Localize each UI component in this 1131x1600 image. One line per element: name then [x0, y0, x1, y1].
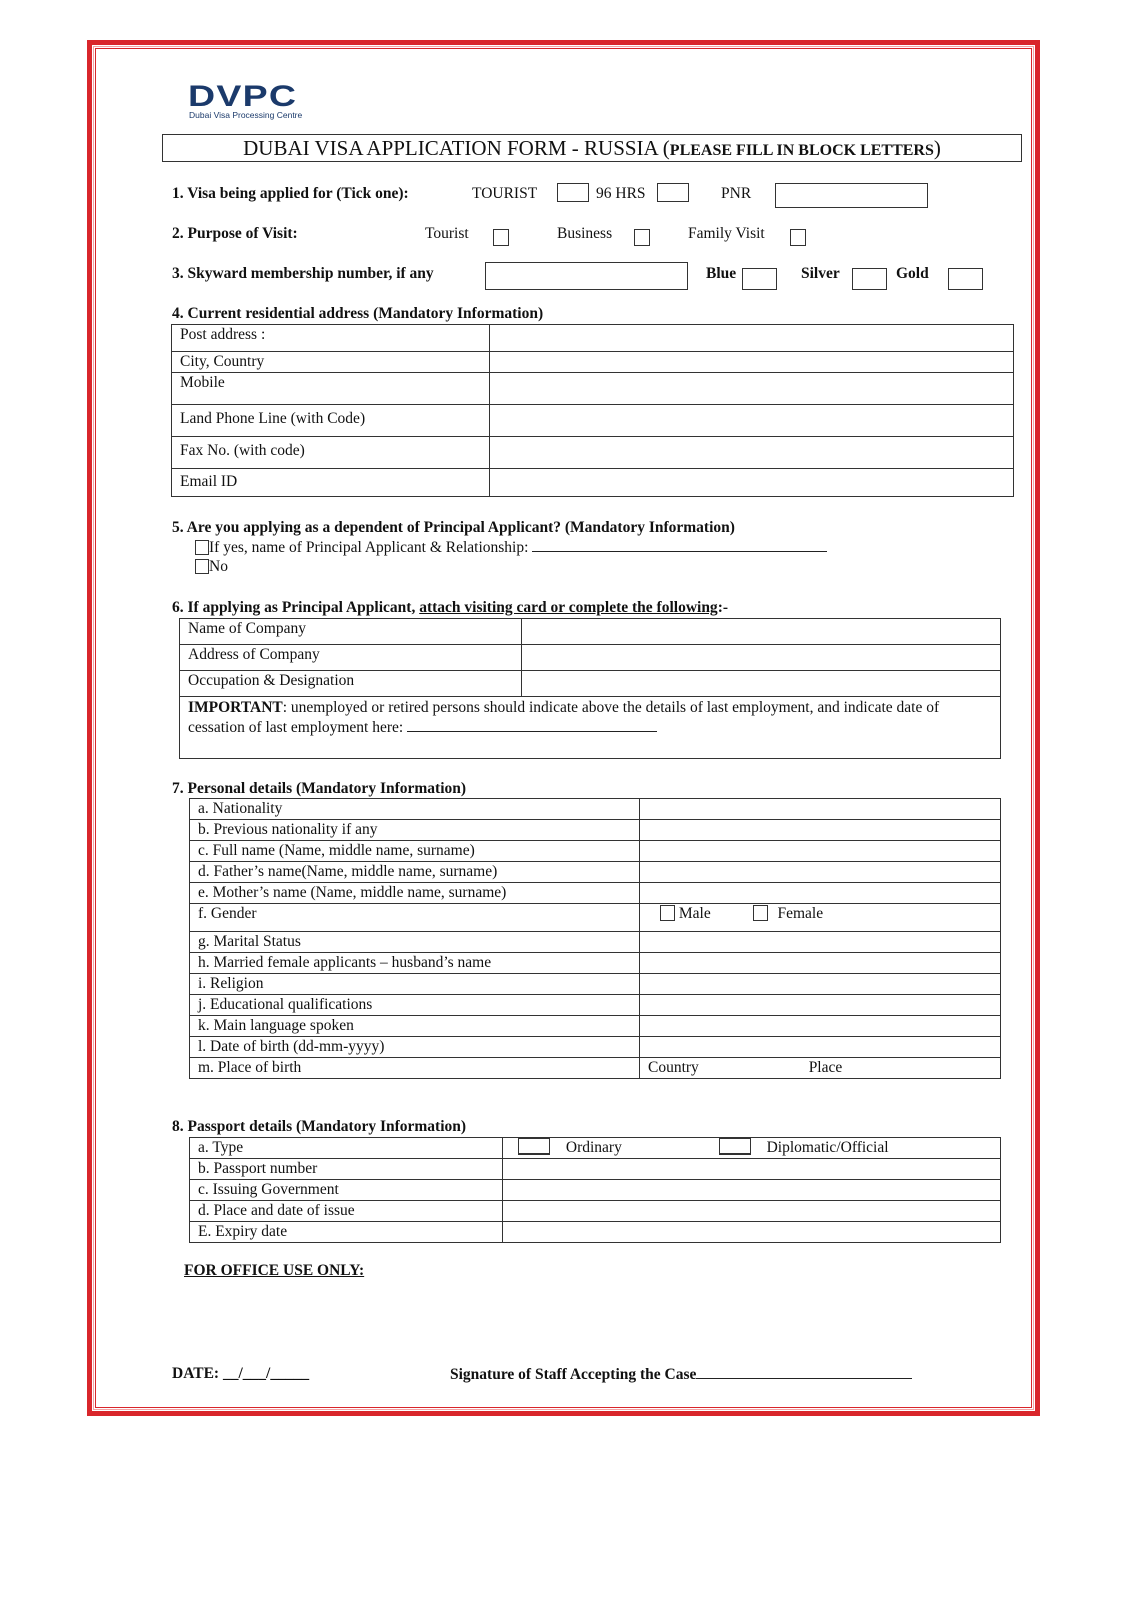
q6-label-post: :-: [717, 599, 729, 616]
personal-row-label: c. Full name (Name, middle name, surname): [190, 841, 640, 862]
visa-96hrs-label: 96 HRS: [596, 185, 646, 202]
personal-row-label: a. Nationality: [190, 799, 640, 820]
visa-tourist-label: TOURIST: [472, 185, 538, 202]
place-of-birth-cell[interactable]: [640, 1058, 1001, 1079]
personal-row-label: d. Father’s name(Name, middle name, surname): [190, 862, 640, 883]
expiry-date-input[interactable]: [503, 1222, 1001, 1243]
husband-name-input[interactable]: [640, 953, 1001, 974]
personal-row-label: h. Married female applicants – husband’s name: [190, 953, 640, 974]
land-phone-input[interactable]: [490, 405, 1014, 437]
cessation-date-input[interactable]: [407, 718, 657, 732]
principal-applicant-input[interactable]: [532, 538, 827, 552]
birth-country-label: Country: [648, 1059, 699, 1076]
company-address-input[interactable]: [522, 645, 1001, 671]
passport-ordinary-label: Ordinary: [565, 1139, 622, 1156]
personal-row-label: l. Date of birth (dd-mm-yyyy): [190, 1037, 640, 1058]
q8-label: 8. Passport details (Mandatory Information): [172, 1118, 467, 1135]
tier-silver-label: Silver: [801, 265, 840, 282]
passport-row-label: c. Issuing Government: [190, 1180, 503, 1201]
language-input[interactable]: [640, 1016, 1001, 1037]
title-text: DUBAI VISA APPLICATION FORM - RUSSIA (: [243, 136, 670, 160]
address-row-label: Fax No. (with code): [172, 437, 490, 469]
dependent-no-checkbox[interactable]: [195, 559, 209, 574]
tier-gold-label: Gold: [896, 265, 929, 282]
city-country-input[interactable]: [490, 352, 1014, 373]
education-input[interactable]: [640, 995, 1001, 1016]
passport-type-cell: [503, 1138, 1001, 1159]
passport-row-label: a. Type: [190, 1138, 503, 1159]
mobile-input[interactable]: [490, 373, 1014, 405]
personal-row-label: j. Educational qualifications: [190, 995, 640, 1016]
passport-ordinary-checkbox[interactable]: [518, 1138, 550, 1155]
dependent-yes-checkbox[interactable]: [195, 540, 209, 555]
birth-place-label: Place: [808, 1059, 843, 1076]
gender-female-checkbox[interactable]: [753, 905, 768, 921]
marital-status-input[interactable]: [640, 932, 1001, 953]
q3-label: 3. Skyward membership number, if any: [172, 265, 434, 282]
q2-label: 2. Purpose of Visit:: [172, 225, 298, 242]
personal-details-table: [189, 798, 1001, 1079]
staff-signature-field: [450, 1365, 912, 1384]
title-note: PLEASE FILL IN BLOCK LETTERS: [669, 142, 934, 159]
fax-input[interactable]: [490, 437, 1014, 469]
q6-label: [172, 599, 728, 617]
address-row-label: Mobile: [172, 373, 490, 405]
important-note: [180, 697, 1001, 759]
purpose-business-label: Business: [557, 225, 613, 242]
tier-gold-checkbox[interactable]: [948, 268, 983, 290]
pnr-input[interactable]: [775, 183, 928, 208]
dependent-no-row: [195, 558, 228, 576]
staff-signature-label: Signature of Staff Accepting the Case: [450, 1366, 697, 1383]
purpose-family-label: Family Visit: [688, 225, 765, 242]
passport-number-input[interactable]: [503, 1159, 1001, 1180]
nationality-input[interactable]: [640, 799, 1001, 820]
q6-label-underlined: attach visiting card or complete the following: [419, 599, 718, 616]
passport-diplomatic-label: Diplomatic/Official: [766, 1139, 889, 1156]
personal-row-label: g. Marital Status: [190, 932, 640, 953]
purpose-tourist-checkbox[interactable]: [493, 229, 509, 246]
previous-nationality-input[interactable]: [640, 820, 1001, 841]
dvpc-logo: DVPC: [188, 80, 298, 113]
dependent-yes-label: If yes, name of Principal Applicant & Relationship:: [209, 539, 529, 556]
company-row-label: Name of Company: [180, 619, 522, 645]
issue-place-date-input[interactable]: [503, 1201, 1001, 1222]
purpose-tourist-label: Tourist: [425, 225, 469, 242]
skyward-number-input[interactable]: [485, 262, 688, 290]
address-table: [171, 324, 1014, 497]
personal-row-label: f. Gender: [190, 904, 640, 932]
tier-silver-checkbox[interactable]: [852, 268, 887, 290]
office-date-field[interactable]: DATE: __/___/_____: [172, 1365, 310, 1382]
visa-96hrs-checkbox[interactable]: [657, 183, 689, 202]
purpose-family-checkbox[interactable]: [790, 229, 806, 246]
mother-name-input[interactable]: [640, 883, 1001, 904]
form-title: [162, 134, 1022, 162]
passport-diplomatic-checkbox[interactable]: [719, 1138, 751, 1155]
passport-row-label: b. Passport number: [190, 1159, 503, 1180]
important-label: IMPORTANT: [188, 699, 283, 716]
title-close: ): [933, 136, 941, 160]
personal-row-label: k. Main language spoken: [190, 1016, 640, 1037]
address-row-label: Land Phone Line (with Code): [172, 405, 490, 437]
gender-male-checkbox[interactable]: [660, 905, 675, 921]
passport-table: [189, 1137, 1001, 1243]
date-of-birth-input[interactable]: [640, 1037, 1001, 1058]
full-name-input[interactable]: [640, 841, 1001, 862]
passport-row-label: E. Expiry date: [190, 1222, 503, 1243]
staff-signature-input[interactable]: [696, 1365, 912, 1379]
post-address-input[interactable]: [490, 325, 1014, 352]
address-row-label: City, Country: [172, 352, 490, 373]
purpose-business-checkbox[interactable]: [634, 229, 650, 246]
q1-label: 1. Visa being applied for (Tick one):: [172, 185, 409, 202]
gender-male-label: Male: [678, 905, 711, 922]
company-table: [179, 618, 1001, 759]
important-text: : unemployed or retired persons should indicate above the details of last employment, and indicate date of cessation of last employment here:: [188, 699, 940, 736]
address-row-label: Post address :: [172, 325, 490, 352]
logo-tagline: Dubai Visa Processing Centre: [189, 110, 303, 120]
email-input[interactable]: [490, 469, 1014, 497]
occupation-input[interactable]: [522, 671, 1001, 697]
tier-blue-checkbox[interactable]: [742, 268, 777, 290]
personal-row-label: m. Place of birth: [190, 1058, 640, 1079]
personal-row-label: e. Mother’s name (Name, middle name, surname): [190, 883, 640, 904]
gender-cell: [640, 904, 1001, 932]
issuing-government-input[interactable]: [503, 1180, 1001, 1201]
dependent-no-label: No: [209, 558, 228, 575]
father-name-input[interactable]: [640, 862, 1001, 883]
office-use-heading: FOR OFFICE USE ONLY:: [184, 1262, 365, 1279]
q4-label: 4. Current residential address (Mandatory Information): [172, 305, 544, 322]
pnr-label: PNR: [721, 185, 752, 202]
q5-label: 5. Are you applying as a dependent of Principal Applicant? (Mandatory Information): [172, 519, 735, 536]
visa-tourist-checkbox[interactable]: [557, 183, 589, 202]
company-row-label: Occupation & Designation: [180, 671, 522, 697]
dependent-yes-row: [195, 538, 827, 557]
passport-row-label: d. Place and date of issue: [190, 1201, 503, 1222]
company-name-input[interactable]: [522, 619, 1001, 645]
q6-label-pre: 6. If applying as Principal Applicant,: [172, 599, 420, 616]
company-row-label: Address of Company: [180, 645, 522, 671]
tier-blue-label: Blue: [706, 265, 737, 282]
personal-row-label: i. Religion: [190, 974, 640, 995]
gender-female-label: Female: [777, 905, 824, 922]
religion-input[interactable]: [640, 974, 1001, 995]
q7-label: 7. Personal details (Mandatory Information): [172, 780, 467, 797]
address-row-label: Email ID: [172, 469, 490, 497]
personal-row-label: b. Previous nationality if any: [190, 820, 640, 841]
